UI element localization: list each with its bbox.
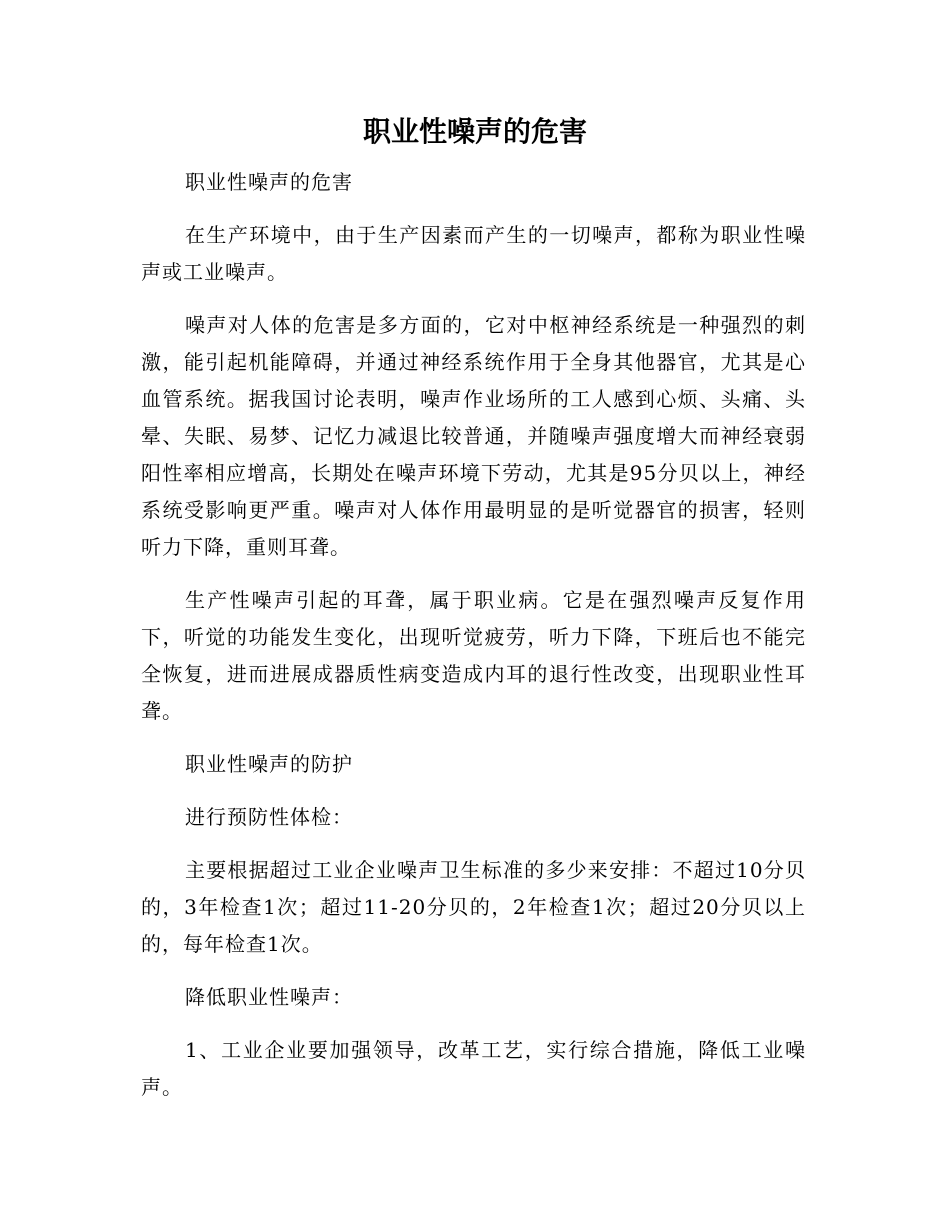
document-body <box>141 164 806 1122</box>
paragraph-subtitle: 职业性噪声的危害 <box>185 170 353 194</box>
document-title: 职业性噪声的危害 <box>362 115 587 148</box>
paragraph-occupational-deafness: 生产性噪声引起的耳聋，属于职业病。它是在强烈噪声反复作用下，听觉的功能发生变化，出现听觉疲劳，听力下降，下班后也不能完全恢复，进而进展成器质性病变造成内耳的退行性改变，出现职业性耳聋。 <box>141 588 806 723</box>
paragraph-exam-schedule: 主要根据超过工业企业噪声卫生标准的多少来安排：不超过10分贝的，3年检查1次；超过11-20分贝的，2年检查1次；超过20分贝以上的，每年检查1次。 <box>141 858 806 956</box>
section-heading-protection: 职业性噪声的防护 <box>185 752 353 776</box>
section-heading-preventive-exam: 进行预防性体检： <box>185 805 353 829</box>
paragraph-definition: 在生产环境中，由于生产因素而产生的一切噪声，都称为职业性噪声或工业噪声。 <box>141 223 806 284</box>
paragraph-health-effects: 噪声对人体的危害是多方面的，它对中枢神经系统是一种强烈的刺激，能引起机能障碍，并通过神经系统作用于全身其他器官，尤其是心血管系统。据我国讨论表明，噪声作业场所的工人感到心烦、头痛、头晕、失眠、易梦、记忆力减退比较普通，并随噪声强度增大而神经衰弱阳性率相应增高，长期处在噪声环境下劳动，尤其是95分贝以上，神经系统受影响更严重。噪声对人体作用最明显的是听觉器官的损害，轻则听力下降，重则耳聋。 <box>141 313 806 559</box>
paragraph-measure-1: 1、工业企业要加强领导，改革工艺，实行综合措施，降低工业噪声。 <box>141 1038 806 1099</box>
section-heading-noise-reduction: 降低职业性噪声： <box>185 985 353 1009</box>
